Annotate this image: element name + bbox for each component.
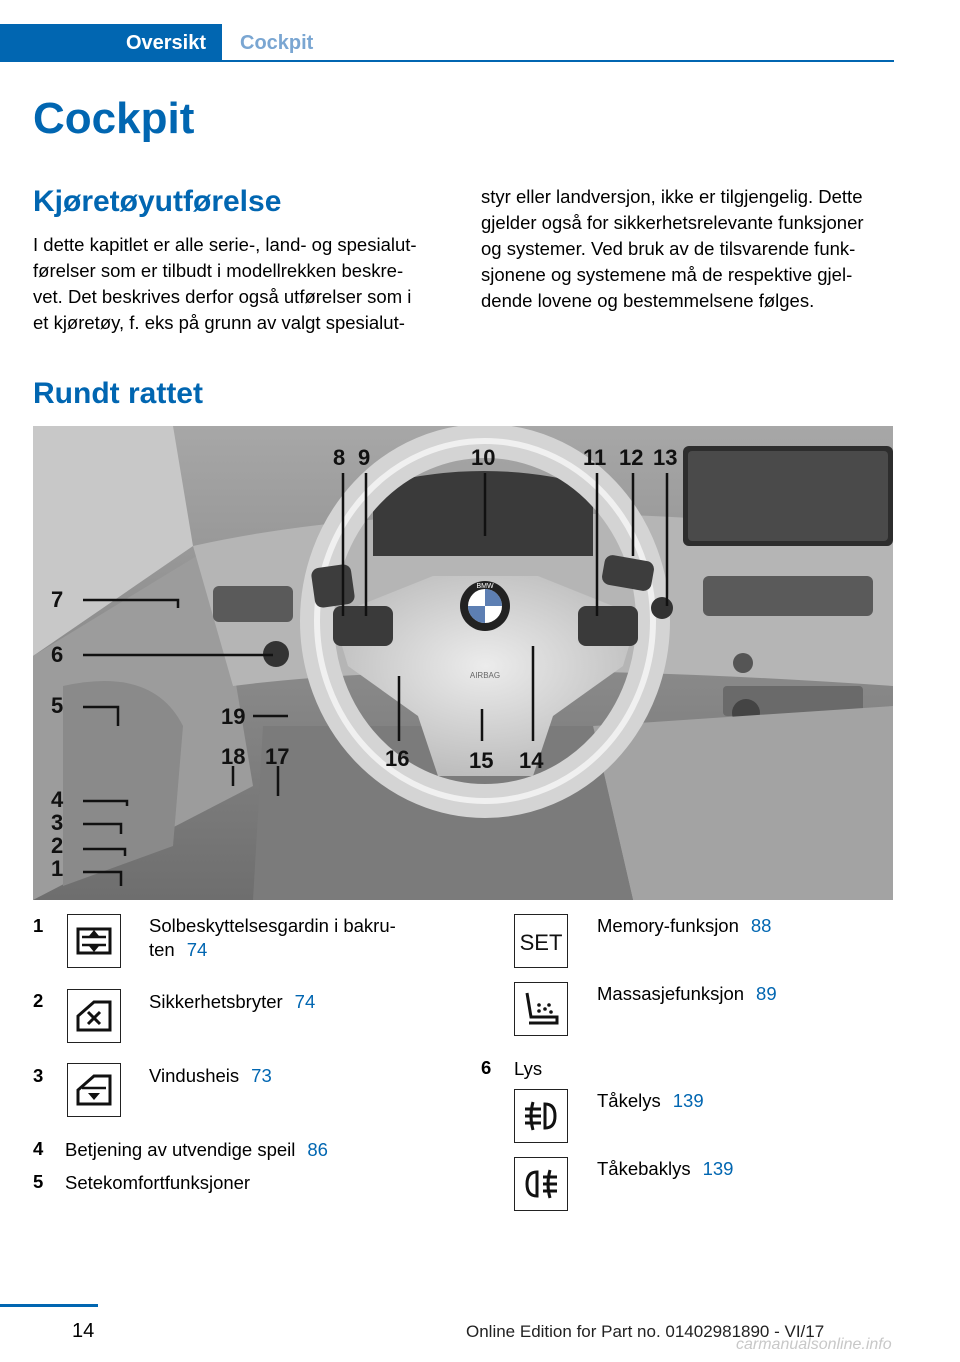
legend-text-memory: Memory-funksjon 88 [597,915,772,936]
cockpit-illustration [33,426,893,900]
edition-text: Online Edition for Part no. 01402981890 - VI/17 [466,1322,825,1341]
window-lift-icon [67,1063,121,1117]
legend-text-4: Betjening av utvendige speil 86 [65,1139,328,1160]
section-heading-vehicle-version: Kjøretøyutførelse [33,185,282,218]
callout-11-num: 11 [583,445,607,470]
header-divider [0,60,894,62]
legend-text-1: Solbeskyttelsesgardin i bakru- ten 74 [149,915,396,960]
callout-5-num: 5 [51,693,64,718]
legend-num-4: 4 [33,1138,44,1159]
callout-12-num: 12 [619,445,644,470]
massage-seat-icon [514,982,568,1036]
legend-text-massage: Massasjefunksjon 89 [597,983,777,1004]
svg-text:SET: SET [519,930,563,955]
sunshade-rear-icon [67,914,121,968]
legend-text-5: Setekomfortfunksjoner [65,1172,251,1193]
safety-switch-icon [67,989,121,1043]
callout-7-num: 7 [51,587,64,612]
section-heading-around-wheel: Rundt rattet [33,377,203,410]
legend-text-fog: Tåkelys 139 [597,1090,704,1111]
airbag-label: AIRBAG [469,671,501,680]
legend-text-rear-fog: Tåkebaklys 139 [597,1158,734,1179]
callout-18-num: 18 [221,744,246,769]
bmw-logo-text: BMW [476,583,494,590]
callout-17-num: 17 [265,744,290,769]
callout-6-num: 6 [51,642,64,667]
legend-num-2: 2 [33,990,44,1011]
page-ref-74b[interactable]: 74 [294,991,316,1012]
tab-oversikt[interactable]: Oversikt [0,24,222,62]
legend-num-1: 1 [33,915,44,936]
rear-fog-light-icon [514,1157,568,1211]
callout-13-num: 13 [653,445,678,470]
callout-15-num: 15 [469,748,494,773]
callout-16-num: 16 [385,746,410,771]
page-number: 14 [72,1320,95,1342]
page-ref-74a[interactable]: 74 [186,939,208,960]
callout-2-num: 2 [51,833,64,858]
page-ref-88[interactable]: 88 [750,915,772,936]
tab-cockpit[interactable]: Cockpit [240,31,314,54]
legend-num-3: 3 [33,1065,44,1086]
page-title: Cockpit [33,94,195,143]
callout-4-num: 4 [51,787,64,812]
set-memory-icon [514,914,568,968]
intro-text-right: styr eller landversjon, ikke er tilgjengelig. Dette gjelder også for sikkerhetsrelevante funksjoner og systemer. Ved bruk av de tilsvarende funk- sjonene og systemene må de respektive gjel- dende lovene og bestemmelsene følges. [481,186,864,311]
callout-1-num: 1 [51,856,64,881]
intro-text-left: I dette kapitlet er alle serie-, land- og spesialut- førelser som er tilbudt i modellrekken beskre- vet. Det beskrives derfor også utførelser som i et kjøretøy, f. eks på grunn av valgt spesialut- [33,234,417,333]
legend-text-lights: Lys [514,1058,543,1079]
page-ref-89[interactable]: 89 [756,983,777,1004]
callout-9-num: 9 [358,445,371,470]
watermark: carmanualsonline.info [736,1336,892,1353]
callout-19-num: 19 [221,704,246,729]
page-ref-73[interactable]: 73 [251,1065,272,1086]
footer-divider [0,1304,98,1307]
page-ref-139b[interactable]: 139 [702,1158,734,1179]
callout-10-num: 10 [471,445,496,470]
legend-num-5: 5 [33,1171,44,1192]
page-ref-86[interactable]: 86 [307,1139,328,1160]
callout-3-num: 3 [51,810,64,835]
callout-8-num: 8 [333,445,346,470]
legend-num-6: 6 [481,1057,492,1078]
legend-text-2: Sikkerhetsbryter 74 [149,991,316,1012]
legend-text-3: Vindusheis 73 [149,1065,272,1086]
page-ref-139a[interactable]: 139 [672,1090,704,1111]
fog-light-icon [514,1089,568,1143]
callout-14-num: 14 [519,748,544,773]
header-tabs [0,24,894,62]
